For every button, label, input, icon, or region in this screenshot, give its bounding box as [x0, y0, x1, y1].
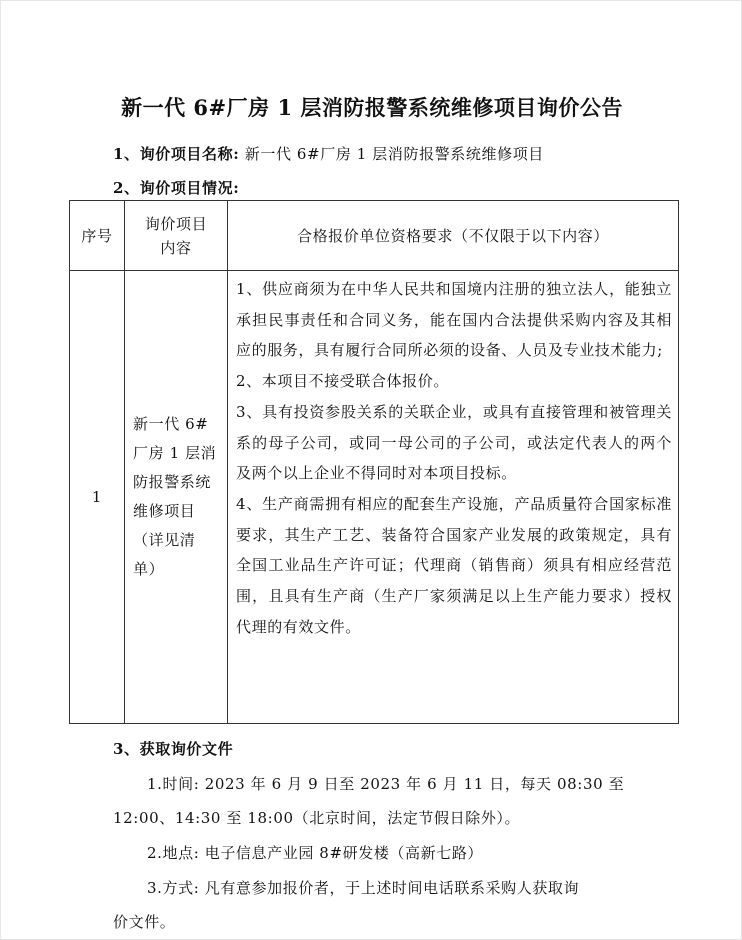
obtain-place: 2.地点: 电子信息产业园 8#研发楼（高新七路） — [147, 844, 484, 862]
section-obtain-docs-label: 3、获取询价文件 — [113, 740, 234, 758]
row-item-content: 新一代 6#厂房 1 层消防报警系统维修项目（详见清单） — [125, 271, 228, 724]
requirements-table — [69, 200, 679, 724]
requirement-1: 1、供应商须为在中华人民共和国境内注册的独立法人，能独立承担民事责任和合同义务，能在国内合法提供采购内容及其相应的服务，具有履行合同所必须的设备、人员及专业技术能力; — [236, 280, 672, 360]
requirement-4: 4、生产商需拥有相应的配套生产设施，产品质量符合国家标准要求，其生产工艺、装备符合国家产业发展的政策规定，具有全国工业品生产许可证；代理商（销售商）须具有相应经营范围，且具有生产商（生产厂家须满足以上生产能力要求）授权代理的有效文件。 — [236, 494, 672, 636]
project-name-value: 新一代 6#厂房 1 层消防报警系统维修项目 — [244, 145, 544, 163]
header-item-content — [125, 201, 228, 271]
header-index: 序号 — [70, 201, 125, 271]
obtain-time-line1: 1.时间: 2023 年 6 月 9 日至 2023 年 6 月 11 日，每天 08:30 至 — [147, 775, 625, 793]
obtain-method-line2: 价文件。 — [113, 913, 176, 931]
section-project-name — [113, 143, 544, 164]
obtain-method-line1: 3.方式: 凡有意参加报价者，于上述时间电话联系采购人获取询 — [147, 879, 580, 897]
section-project-details-label: 2、询价项目情况: — [113, 179, 240, 197]
row-requirements — [228, 271, 679, 724]
table-row — [70, 271, 679, 724]
header-item-content-line2: 内容 — [160, 238, 192, 257]
header-requirements: 合格报价单位资格要求（不仅限于以下内容） — [228, 201, 679, 271]
row-index: 1 — [70, 271, 125, 724]
page-title: 新一代 6#厂房 1 层消防报警系统维修项目询价公告 — [121, 95, 623, 120]
requirement-3: 3、具有投资参股关系的关联企业，或具有直接管理和被管理关系的母子公司，或同一母公司的子公司，或法定代表人的两个及两个以上企业不得同时对本项目投标。 — [236, 402, 672, 483]
requirement-2: 2、本项目不接受联合体报价。 — [236, 372, 449, 391]
header-item-content-line1: 询价项目 — [144, 214, 208, 233]
obtain-time-line2: 12:00、14:30 至 18:00（北京时间，法定节假日除外）。 — [113, 809, 521, 827]
project-name-label: 1、询价项目名称: — [113, 145, 240, 163]
table-header-row — [70, 201, 679, 271]
